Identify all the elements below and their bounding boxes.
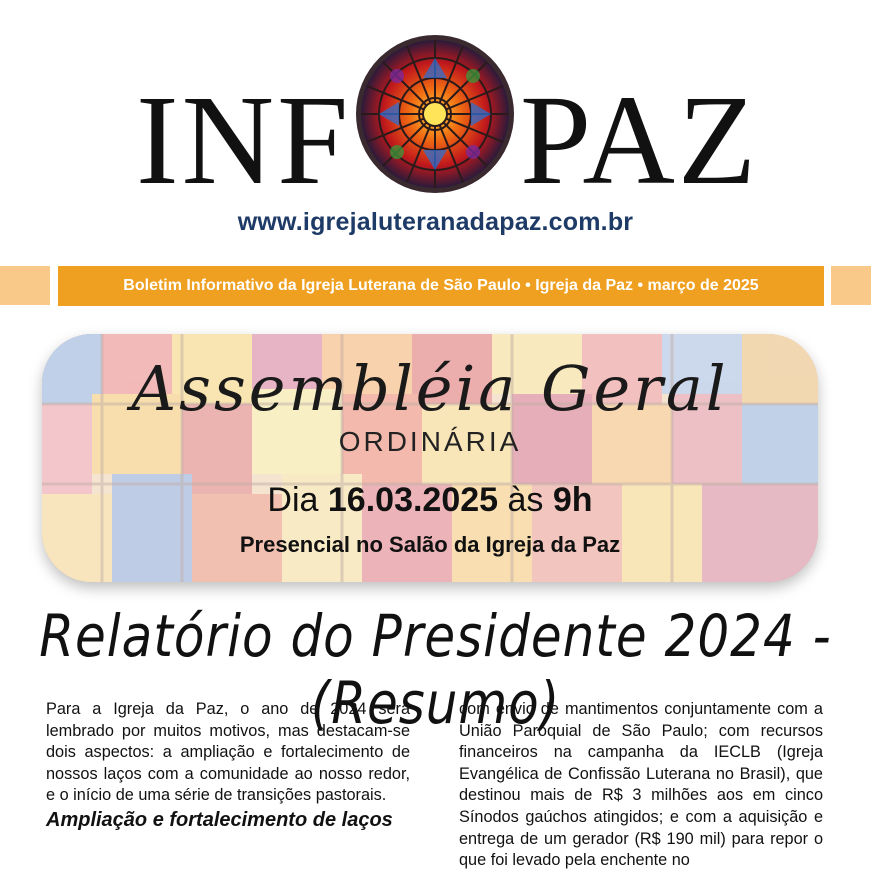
masthead-title-left: INF xyxy=(136,69,352,211)
assembly-dateline xyxy=(42,481,818,520)
section-subheading: Ampliação e fortalecimento de laços xyxy=(46,808,393,831)
assembly-panel xyxy=(42,334,818,582)
masthead-title-right: PAZ xyxy=(520,69,760,211)
left-column xyxy=(46,699,410,833)
bulletin-band: Boletim Informativo da Igreja Luterana de São Paulo • Igreja da Paz • março de 2025 xyxy=(58,266,824,306)
assembly-time: 9h xyxy=(552,481,593,519)
report-title: Relatório do Presidente 2024 - (Resumo) xyxy=(39,603,832,737)
date-prefix: Dia xyxy=(267,481,328,519)
band-left-accent xyxy=(0,266,50,305)
time-prefix: às xyxy=(498,481,553,519)
assembly-date: 16.03.2025 xyxy=(327,481,499,519)
masthead xyxy=(0,28,871,211)
assembly-subtitle: ORDINÁRIA xyxy=(338,426,522,457)
band-right-accent xyxy=(831,266,871,305)
website-url[interactable]: www.igrejaluteranadapaz.com.br xyxy=(237,208,634,236)
continued-paragraph: com envio de mantimentos conjuntamente com a União Paroquial de São Paulo; com recursos financeiros na campanha da IECLB (Igreja Evangélica de Confissão Luterana no Brasil), que destinou mais de R$ 3 milhões aos em cinco Sínodos gaúchos atingidos; e com a aquisição e entrega de um gerador (R$ 190 mil) para repor o que foi levado pela enchente no xyxy=(459,700,823,870)
intro-paragraph: Para a Igreja da Paz, o ano de 2024 será lembrado por muitos motivos, mas destacam-se dois aspectos: a ampliação e fortalecimento de nossos laços com a comunidade ao nosso redor, e o início de uma série de transições pastorais. xyxy=(46,700,410,805)
assembly-title: Assembléia Geral xyxy=(131,352,729,425)
right-column xyxy=(459,699,823,872)
stained-glass-rose-window-icon xyxy=(355,34,515,194)
assembly-location: Presencial no Salão da Igreja da Paz xyxy=(239,532,621,557)
